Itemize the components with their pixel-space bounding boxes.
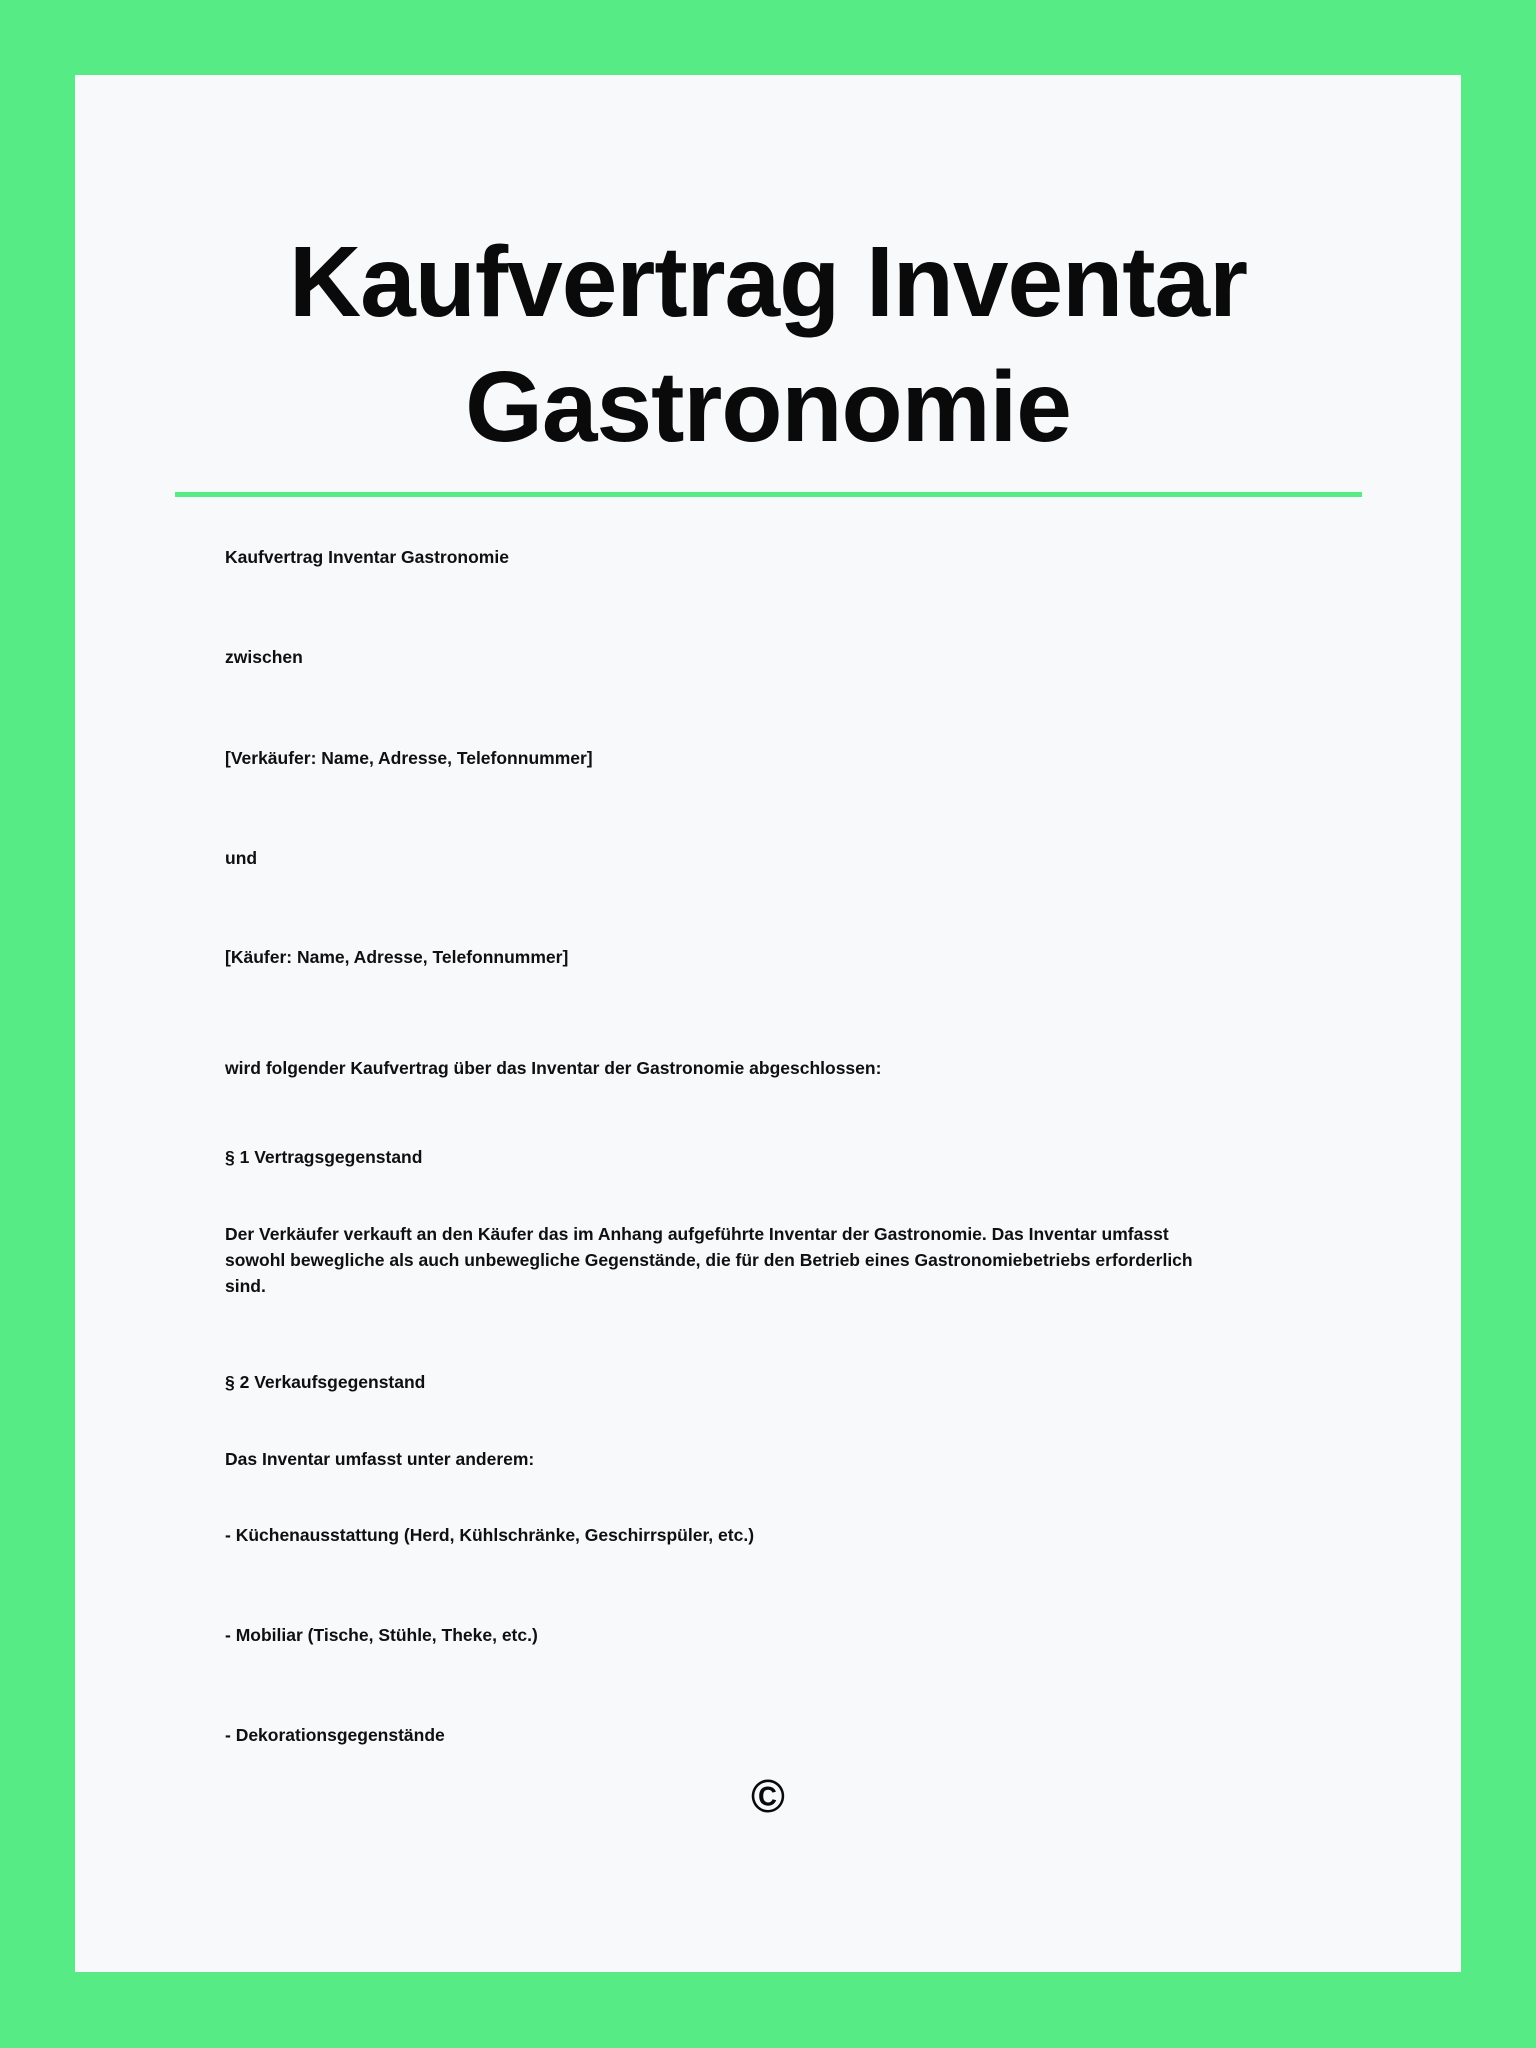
section-1-heading: § 1 Vertragsgegenstand xyxy=(225,1147,423,1167)
inventory-list xyxy=(225,1522,1401,1748)
list-item-decoration: - Dekorationsgegenstände xyxy=(225,1725,445,1745)
section-1-paragraph xyxy=(225,1221,1401,1299)
document-body xyxy=(75,497,1461,1748)
paragraph-line: sowohl bewegliche als auch unbewegliche Gegenstände, die für den Betrieb eines Gastronomiebetriebs erforderlich xyxy=(225,1250,1193,1270)
document-page xyxy=(75,75,1461,1972)
seller-placeholder: [Verkäufer: Name, Adresse, Telefonnummer] xyxy=(225,748,593,768)
and-label: und xyxy=(225,848,258,868)
list-item-kitchen: - Küchenausstattung (Herd, Kühlschränke, Geschirrspüler, etc.) xyxy=(225,1525,755,1545)
between-label: zwischen xyxy=(225,647,303,667)
buyer-placeholder: [Käufer: Name, Adresse, Telefonnummer] xyxy=(225,947,569,967)
section-2-heading: § 2 Verkaufsgegenstand xyxy=(225,1372,426,1392)
document-title xyxy=(75,220,1461,470)
copyright-symbol: © xyxy=(751,1770,785,1822)
section-2-intro: Das Inventar umfasst unter anderem: xyxy=(225,1449,535,1469)
title-line-1: Kaufvertrag Inventar xyxy=(288,226,1248,338)
doc-heading-line: Kaufvertrag Inventar Gastronomie xyxy=(225,547,509,567)
preamble-line: wird folgender Kaufvertrag über das Inventar der Gastronomie abgeschlossen: xyxy=(225,1058,882,1078)
title-line-2: Gastronomie xyxy=(465,351,1071,463)
paragraph-line: sind. xyxy=(225,1276,266,1296)
list-item-furniture: - Mobiliar (Tische, Stühle, Theke, etc.) xyxy=(225,1625,538,1645)
paragraph-line: Der Verkäufer verkauft an den Käufer das im Anhang aufgeführte Inventar der Gastronomie. Das Inventar umfasst xyxy=(225,1224,1169,1244)
